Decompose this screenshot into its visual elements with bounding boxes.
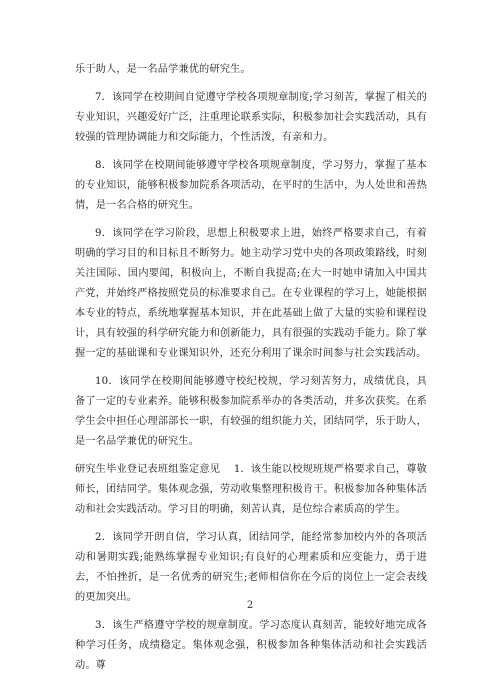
page-number: 2: [246, 600, 254, 611]
document-body: [75, 60, 427, 684]
paragraph-item-8: 8．该同学在校期间能够遵守学校各项规章制度，学习努力，掌握了基本的专业知识，能够积极参加院系各项活动，在平时的生活中，为人处世和善热情，是一名合格的研究生。: [75, 160, 427, 211]
paragraph-section-heading-item-1: 研究生毕业登记表班组鉴定意见 1．该生能以校规班规严格要求自己，尊敬师长，团结同学。集体观念强，劳动收集整理积极肯干。积极参加各种集体活动和社会实践活动。学习目的明确，刻苦认真，是位综合素质高的学生。: [75, 464, 427, 515]
paragraph-item-10: 10．该同学在校期间能够遵守校纪校规，学习刻苦努力，成绩优良，具备了一定的专业素养。能够积极参加院系举办的各类活动，并多次获奖。在系学生会中担任心理部部长一职，有较强的组织能力关，团结同学，乐于助人，是一名品学兼优的研究生。: [75, 376, 427, 447]
paragraph-item-2: 2．该同学开朗自信，学习认真，团结同学，能经常参加校内外的各项活动和暑期实践;能熟练掌握专业知识;有良好的心理素质和应变能力，勇于进去，不怕挫折，是一名优秀的研究生;老师相信你在今后的岗位上一定会表线的更加突出。: [75, 532, 427, 603]
paragraph-item-3: 3．该生严格遵守学校的规章制度。学习态度认真刻苦，能较好地完成各种学习任务，成绩稳定。集体观念强，积极参加各种集体活动和社会实践活动。尊: [75, 620, 427, 671]
paragraph-continuation: 乐于助人，是一名品学兼优的研究生。: [75, 64, 251, 75]
paragraph-item-7: 7．该同学在校期间自觉遵守学校各项规章制度;学习刻苦，掌握了相关的专业知识，兴趣爱好广泛，注重理论联系实际，积极参加社会实践活动，具有较强的管理协调能力和交际能力，个性活泼，有亲和力。: [75, 92, 427, 143]
paragraph-item-9: 9．该同学在学习阶段，思想上积极要求上进，始终严格要求自己，有着明确的学习目的和目标且不断努力。她主动学习党中央的各项政策路线，时刻关注国际、国内要闻，积极向上，不断自我提高;在大一时她申请加入中国共产党，并始终严格按照党员的标准要求自己。在专业课程的学习上，她能根据本专业的特点，系统地掌握基本知识，并在此基础上做了大量的实验和课程设计，具有较强的科学研究能力和创新能力，具有很强的实践动手能力。除了掌握一定的基础课和专业课知识外，还充分利用了课余时间参与社会实践活动。: [75, 228, 427, 359]
